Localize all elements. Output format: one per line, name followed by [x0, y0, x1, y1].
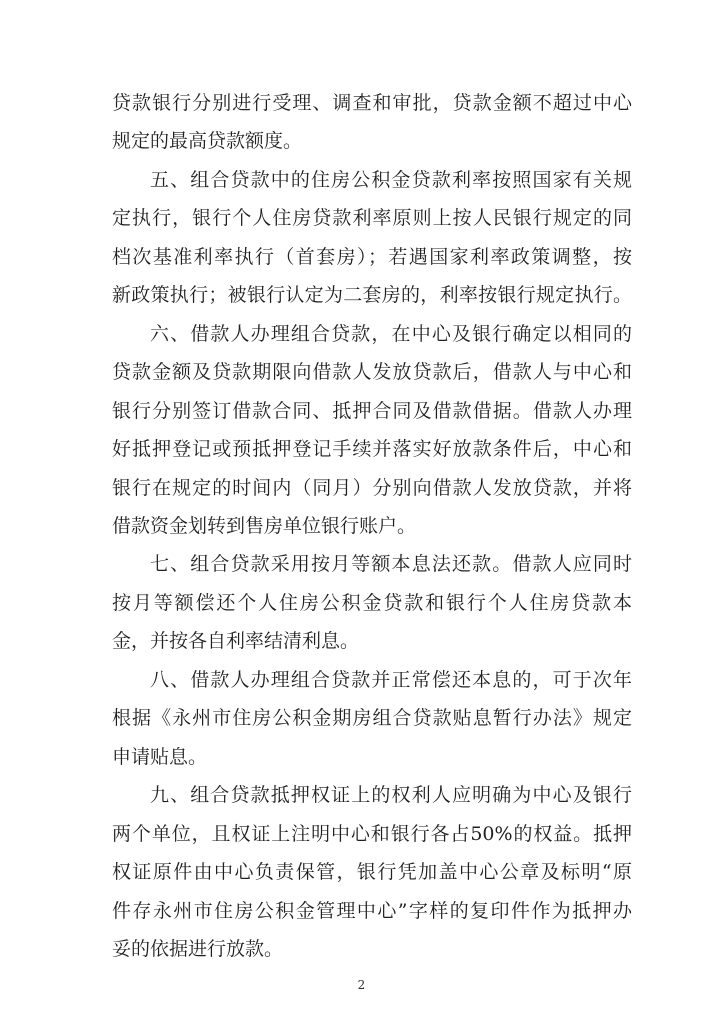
- text-line: 银行在规定的时间内（同月）分别向借款人发放贷款，并将: [112, 476, 632, 499]
- text-line: 档次基准利率执行（首套房）；若遇国家利率政策调整，按: [112, 245, 632, 268]
- text-line: 两个单位，且权证上注明中心和银行各占50%的权益。抵押: [112, 822, 632, 845]
- text-line: 银行分别签订借款合同、抵押合同及借款借据。借款人办理: [112, 399, 632, 422]
- paragraph-first-line: 八、借款人办理组合贷款并正常偿还本息的，可于次年: [150, 668, 632, 691]
- text-line: 贷款银行分别进行受理、调查和审批，贷款金额不超过中心: [112, 92, 632, 114]
- text-line: 借款资金划转到售房单位银行账户。: [112, 515, 417, 537]
- page-number: 2: [357, 978, 366, 992]
- text-line: 根据《永州市住房公积金期房组合贷款贴息暂行办法》规定: [112, 707, 632, 730]
- text-line: 权证原件由中心负责保管，银行凭加盖中心公章及标明“原: [112, 861, 632, 884]
- paragraph-first-line: 六、借款人办理组合贷款，在中心及银行确定以相同的: [150, 322, 632, 345]
- text-line: 金，并按各自利率结清利息。: [112, 630, 360, 653]
- text-line: 按月等额偿还个人住房公积金贷款和银行个人住房贷款本: [112, 591, 632, 614]
- paragraph-first-line: 七、组合贷款采用按月等额本息法还款。借款人应同时: [150, 553, 632, 576]
- text-line: 新政策执行；被银行认定为二套房的，利率按银行规定执行。: [112, 284, 632, 307]
- text-line: 申请贴息。: [112, 745, 208, 768]
- text-line: 定执行，银行个人住房贷款利率原则上按人民银行规定的同: [112, 207, 632, 230]
- text-line: 规定的最高贷款额度。: [112, 130, 303, 153]
- text-line: 妥的依据进行放款。: [112, 938, 284, 960]
- text-line: 好抵押登记或预抵押登记手续并落实好放款条件后，中心和: [112, 438, 632, 461]
- text-line: 贷款金额及贷款期限向借款人发放贷款后，借款人与中心和: [112, 361, 632, 384]
- paragraph-first-line: 九、组合贷款抵押权证上的权利人应明确为中心及银行: [150, 784, 632, 807]
- text-line: 件存永州市住房公积金管理中心”字样的复印件作为抵押办: [112, 899, 632, 922]
- paragraph-first-line: 五、组合贷款中的住房公积金贷款利率按照国家有关规: [150, 168, 632, 191]
